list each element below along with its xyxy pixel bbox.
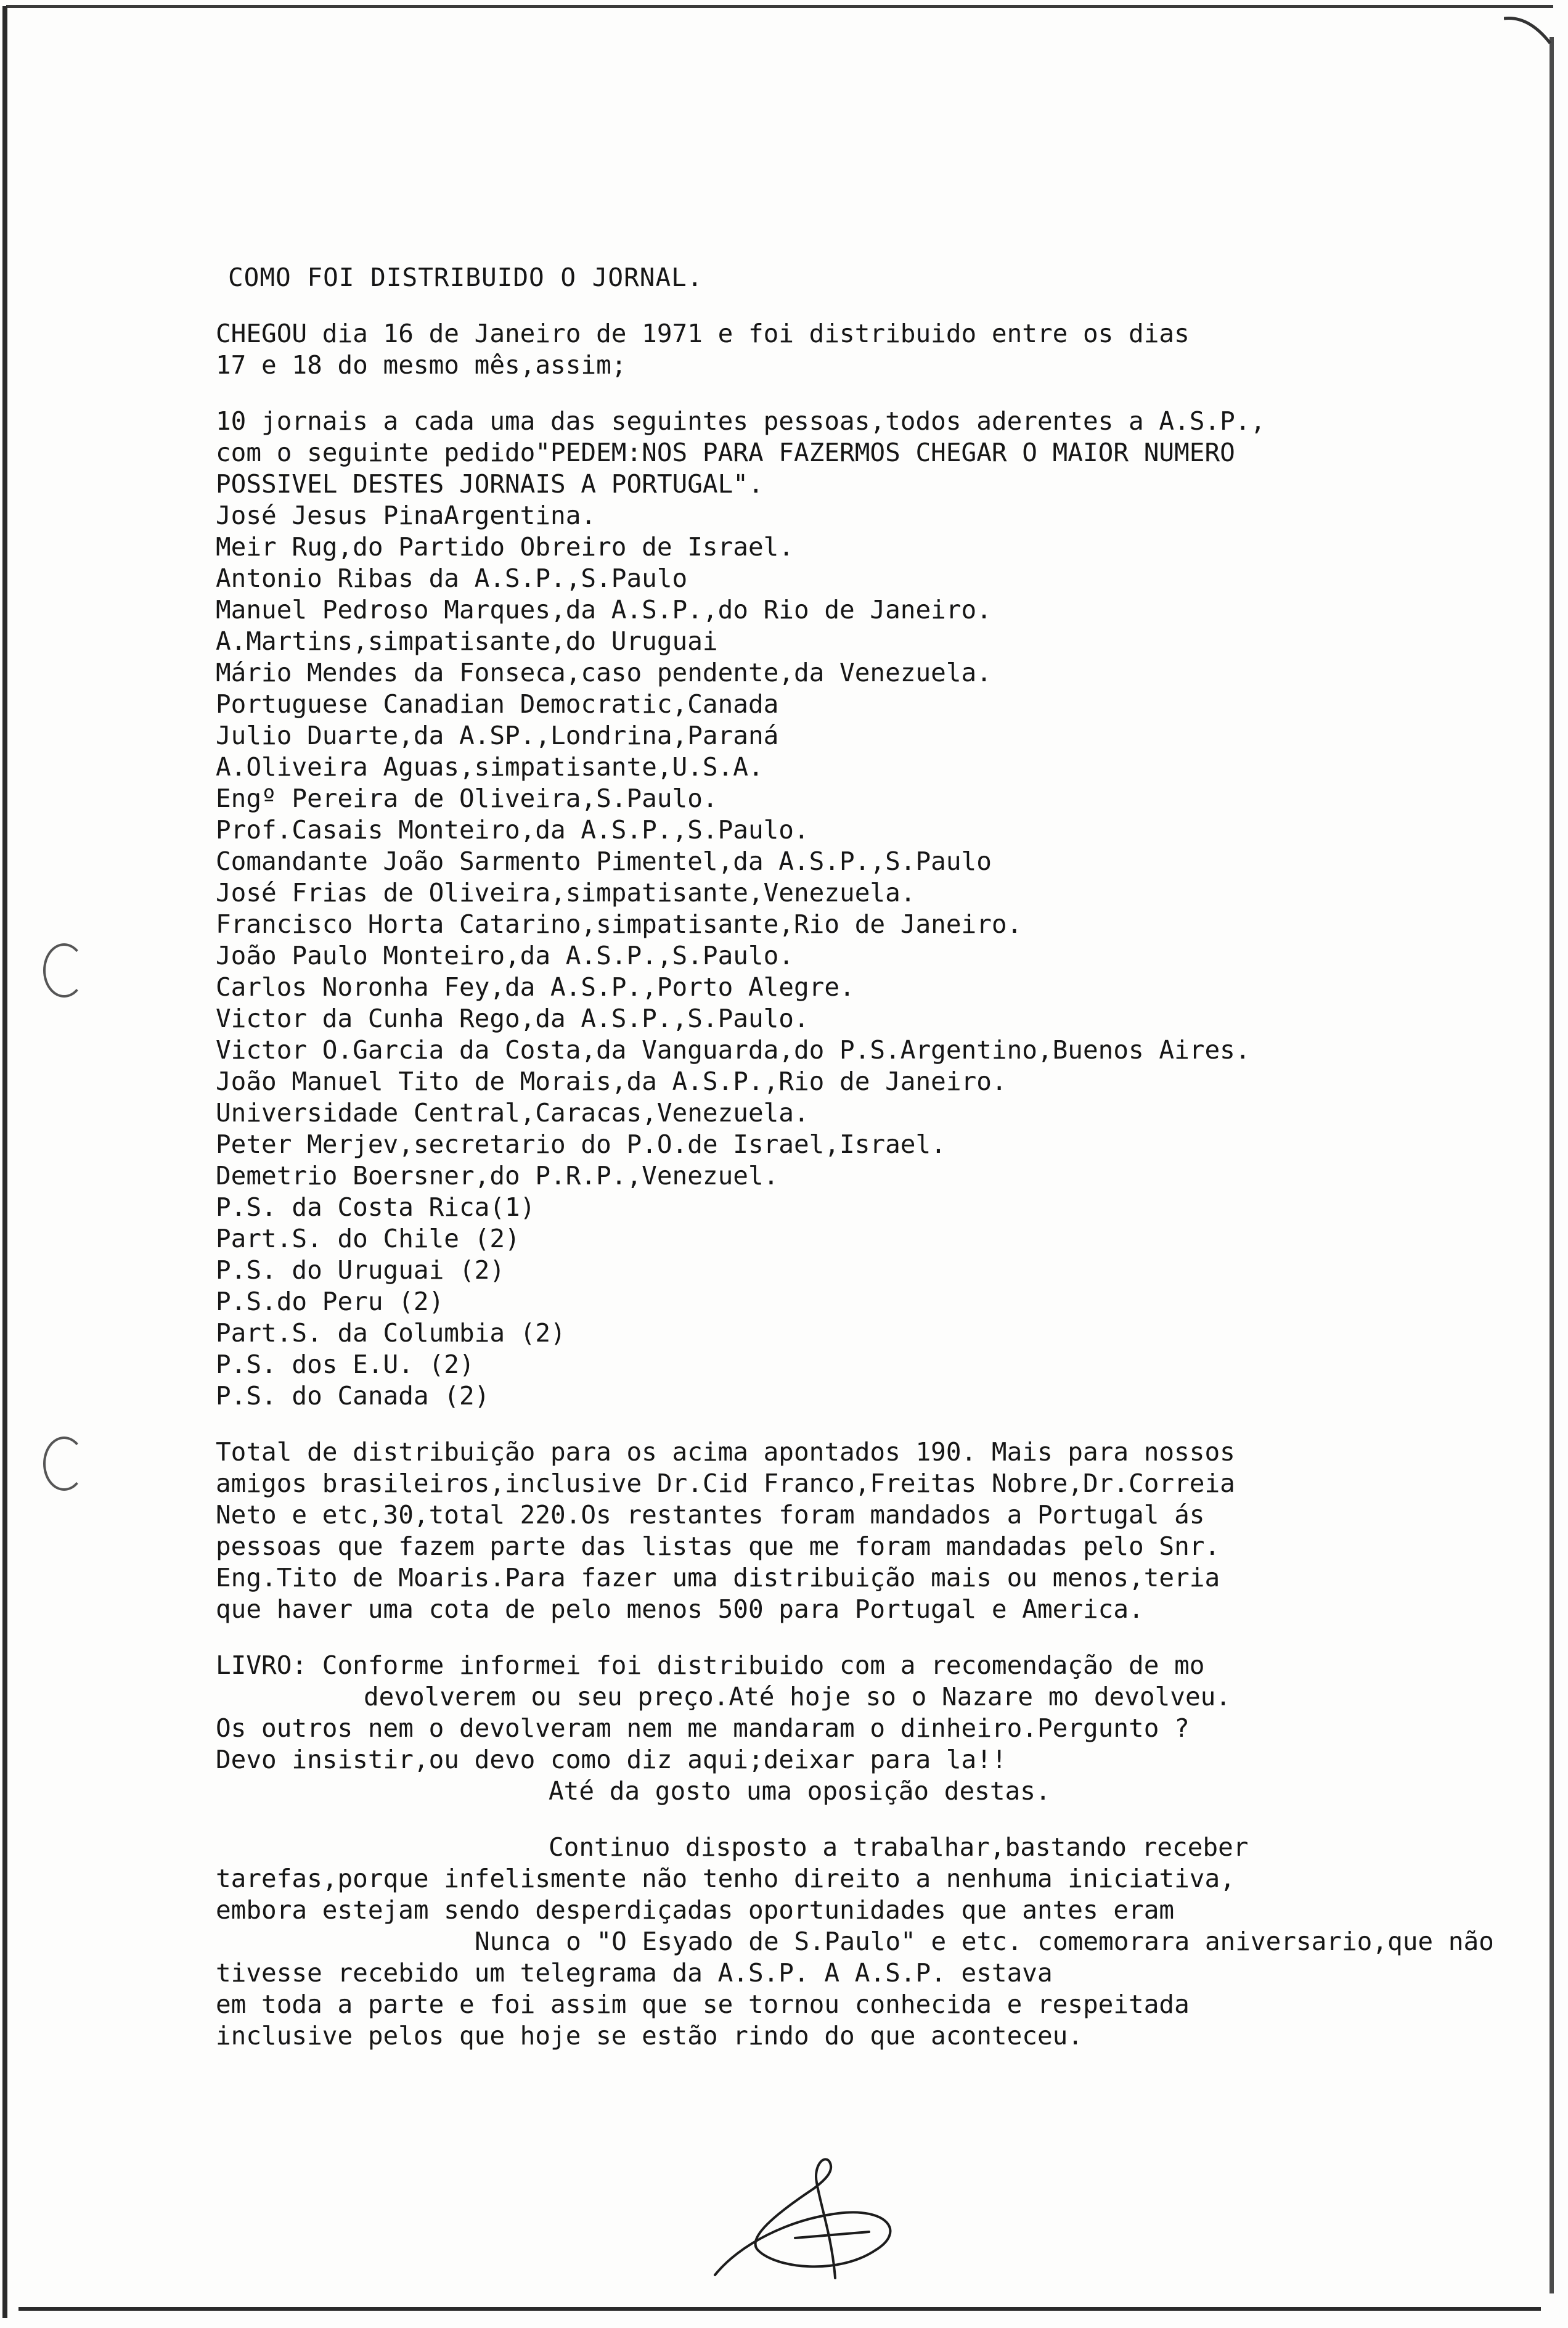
recipient-item: José Jesus PinaArgentina. xyxy=(216,501,597,530)
request-line: POSSIVEL DESTES JORNAIS A PORTUGAL". xyxy=(216,469,764,499)
recipient-item: P.S. do Uruguai (2) xyxy=(216,1255,505,1285)
recipient-item: Antonio Ribas da A.S.P.,S.Paulo xyxy=(216,564,688,593)
document-title: COMO FOI DISTRIBUIDO O JORNAL. xyxy=(228,263,703,292)
request-line: 10 jornais a cada uma das seguintes pessoas,todos aderentes a A.S.P., xyxy=(216,406,1266,436)
livro-paragraph xyxy=(216,1650,1522,1807)
recipient-item: P.S. do Canada (2) xyxy=(216,1381,490,1411)
typed-letter xyxy=(216,262,1522,2052)
recipient-item: Engº Pereira de Oliveira,S.Paulo. xyxy=(216,784,718,813)
recipient-item: João Manuel Tito de Morais,da A.S.P.,Rio de Janeiro. xyxy=(216,1067,1007,1096)
recipient-item: Julio Duarte,da A.SP.,Londrina,Paraná xyxy=(216,721,779,750)
folded-corner-icon xyxy=(1504,6,1553,49)
recipient-item: P.S.do Peru (2) xyxy=(216,1287,444,1316)
recipient-item: Francisco Horta Catarino,simpatisante,Rio de Janeiro. xyxy=(216,909,1023,939)
livro-line: Devo insistir,ou devo como diz aqui;deixar para la!! xyxy=(216,1745,1007,1774)
total-line: que haver uma cota de pelo menos 500 para Portugal e America. xyxy=(216,1594,1144,1624)
handwritten-signature xyxy=(703,2146,925,2300)
recipient-item: João Paulo Monteiro,da A.S.P.,S.Paulo. xyxy=(216,941,794,970)
recipient-item: José Frias de Oliveira,simpatisante,Venezuela. xyxy=(216,878,916,908)
request-line: com o seguinte pedido"PEDEM:NOS PARA FAZERMOS CHEGAR O MAIOR NUMERO xyxy=(216,438,1235,467)
livro-line: Os outros nem o devolveram nem me mandaram o dinheiro.Pergunto ? xyxy=(216,1713,1190,1743)
page-edge-top xyxy=(6,5,1553,8)
total-line: Neto e etc,30,total 220.Os restantes foram mandados a Portugal ás xyxy=(216,1500,1205,1530)
recipient-item: P.S. da Costa Rica(1) xyxy=(216,1192,536,1222)
recipient-item: Mário Mendes da Fonseca,caso pendente,da Venezuela. xyxy=(216,658,992,687)
recipient-item: Carlos Noronha Fey,da A.S.P.,Porto Alegre. xyxy=(216,972,855,1002)
intro-line: 17 e 18 do mesmo mês,assim; xyxy=(216,350,627,380)
total-line: amigos brasileiros,inclusive Dr.Cid Franco,Freitas Nobre,Dr.Correia xyxy=(216,1469,1235,1498)
total-line: Total de distribuição para os acima apontados 190. Mais para nossos xyxy=(216,1437,1235,1467)
recipient-item: A.Martins,simpatisante,do Uruguai xyxy=(216,626,718,656)
recipient-item: Prof.Casais Monteiro,da A.S.P.,S.Paulo. xyxy=(216,815,809,845)
punch-hole-upper xyxy=(43,943,85,998)
closing-line: tarefas,porque infelismente não tenho direito a nenhuma iniciativa, xyxy=(216,1864,1235,1893)
recipient-item: P.S. dos E.U. (2) xyxy=(216,1350,475,1379)
livro-line: Até da gosto uma oposição destas. xyxy=(549,1776,1051,1806)
livro-line: LIVRO: Conforme informei foi distribuido com a recomendação de mo xyxy=(216,1650,1205,1680)
closing-line: em toda a parte e foi assim que se tornou conhecida e respeitada xyxy=(216,1990,1190,2019)
recipient-item: Peter Merjev,secretario do P.O.de Israel,Israel. xyxy=(216,1129,946,1159)
recipient-item: Demetrio Boersner,do P.R.P.,Venezuel. xyxy=(216,1161,779,1191)
livro-line: devolverem ou seu preço.Até hoje so o Nazare mo devolveu. xyxy=(364,1682,1231,1711)
closing-line: inclusive pelos que hoje se estão rindo do que aconteceu. xyxy=(216,2021,1083,2051)
recipient-item: Universidade Central,Caracas,Venezuela. xyxy=(216,1098,809,1128)
recipient-item: Comandante João Sarmento Pimentel,da A.S.P.,S.Paulo xyxy=(216,846,992,876)
total-paragraph xyxy=(216,1437,1522,1625)
recipient-list xyxy=(216,500,1522,1412)
closing-line: Continuo disposto a trabalhar,bastando receber xyxy=(549,1832,1249,1862)
closing-line: embora estejam sendo desperdiçadas oportunidades que antes eram xyxy=(216,1895,1175,1925)
intro-paragraph xyxy=(216,318,1522,381)
recipient-item: Victor O.Garcia da Costa,da Vanguarda,do P.S.Argentino,Buenos Aires. xyxy=(216,1035,1251,1065)
closing-paragraph xyxy=(216,1832,1522,2052)
recipient-item: Part.S. da Columbia (2) xyxy=(216,1318,566,1348)
request-paragraph xyxy=(216,406,1522,500)
recipient-item: Victor da Cunha Rego,da A.S.P.,S.Paulo. xyxy=(216,1004,809,1033)
recipient-item: A.Oliveira Aguas,simpatisante,U.S.A. xyxy=(216,752,764,782)
recipient-item: Part.S. do Chile (2) xyxy=(216,1224,520,1253)
recipient-item: Meir Rug,do Partido Obreiro de Israel. xyxy=(216,532,794,562)
page-edge-bottom xyxy=(18,2307,1541,2311)
total-line: Eng.Tito de Moaris.Para fazer uma distribuição mais ou menos,teria xyxy=(216,1563,1220,1592)
closing-line: Nunca o "O Esyado de S.Paulo" e etc. comemorara aniversario,que não tivesse recebido um telegrama da A.S.P. A A.S.P. estava xyxy=(216,1927,1494,1988)
total-line: pessoas que fazem parte das listas que me foram mandadas pelo Snr. xyxy=(216,1531,1220,1561)
recipient-item: Portuguese Canadian Democratic,Canada xyxy=(216,689,779,719)
intro-line: CHEGOU dia 16 de Janeiro de 1971 e foi distribuido entre os dias xyxy=(216,319,1190,348)
page-edge-left xyxy=(2,6,7,2318)
punch-hole-lower xyxy=(43,1437,85,1491)
recipient-item: Manuel Pedroso Marques,da A.S.P.,do Rio de Janeiro. xyxy=(216,595,992,625)
page-edge-right xyxy=(1550,37,1554,2293)
